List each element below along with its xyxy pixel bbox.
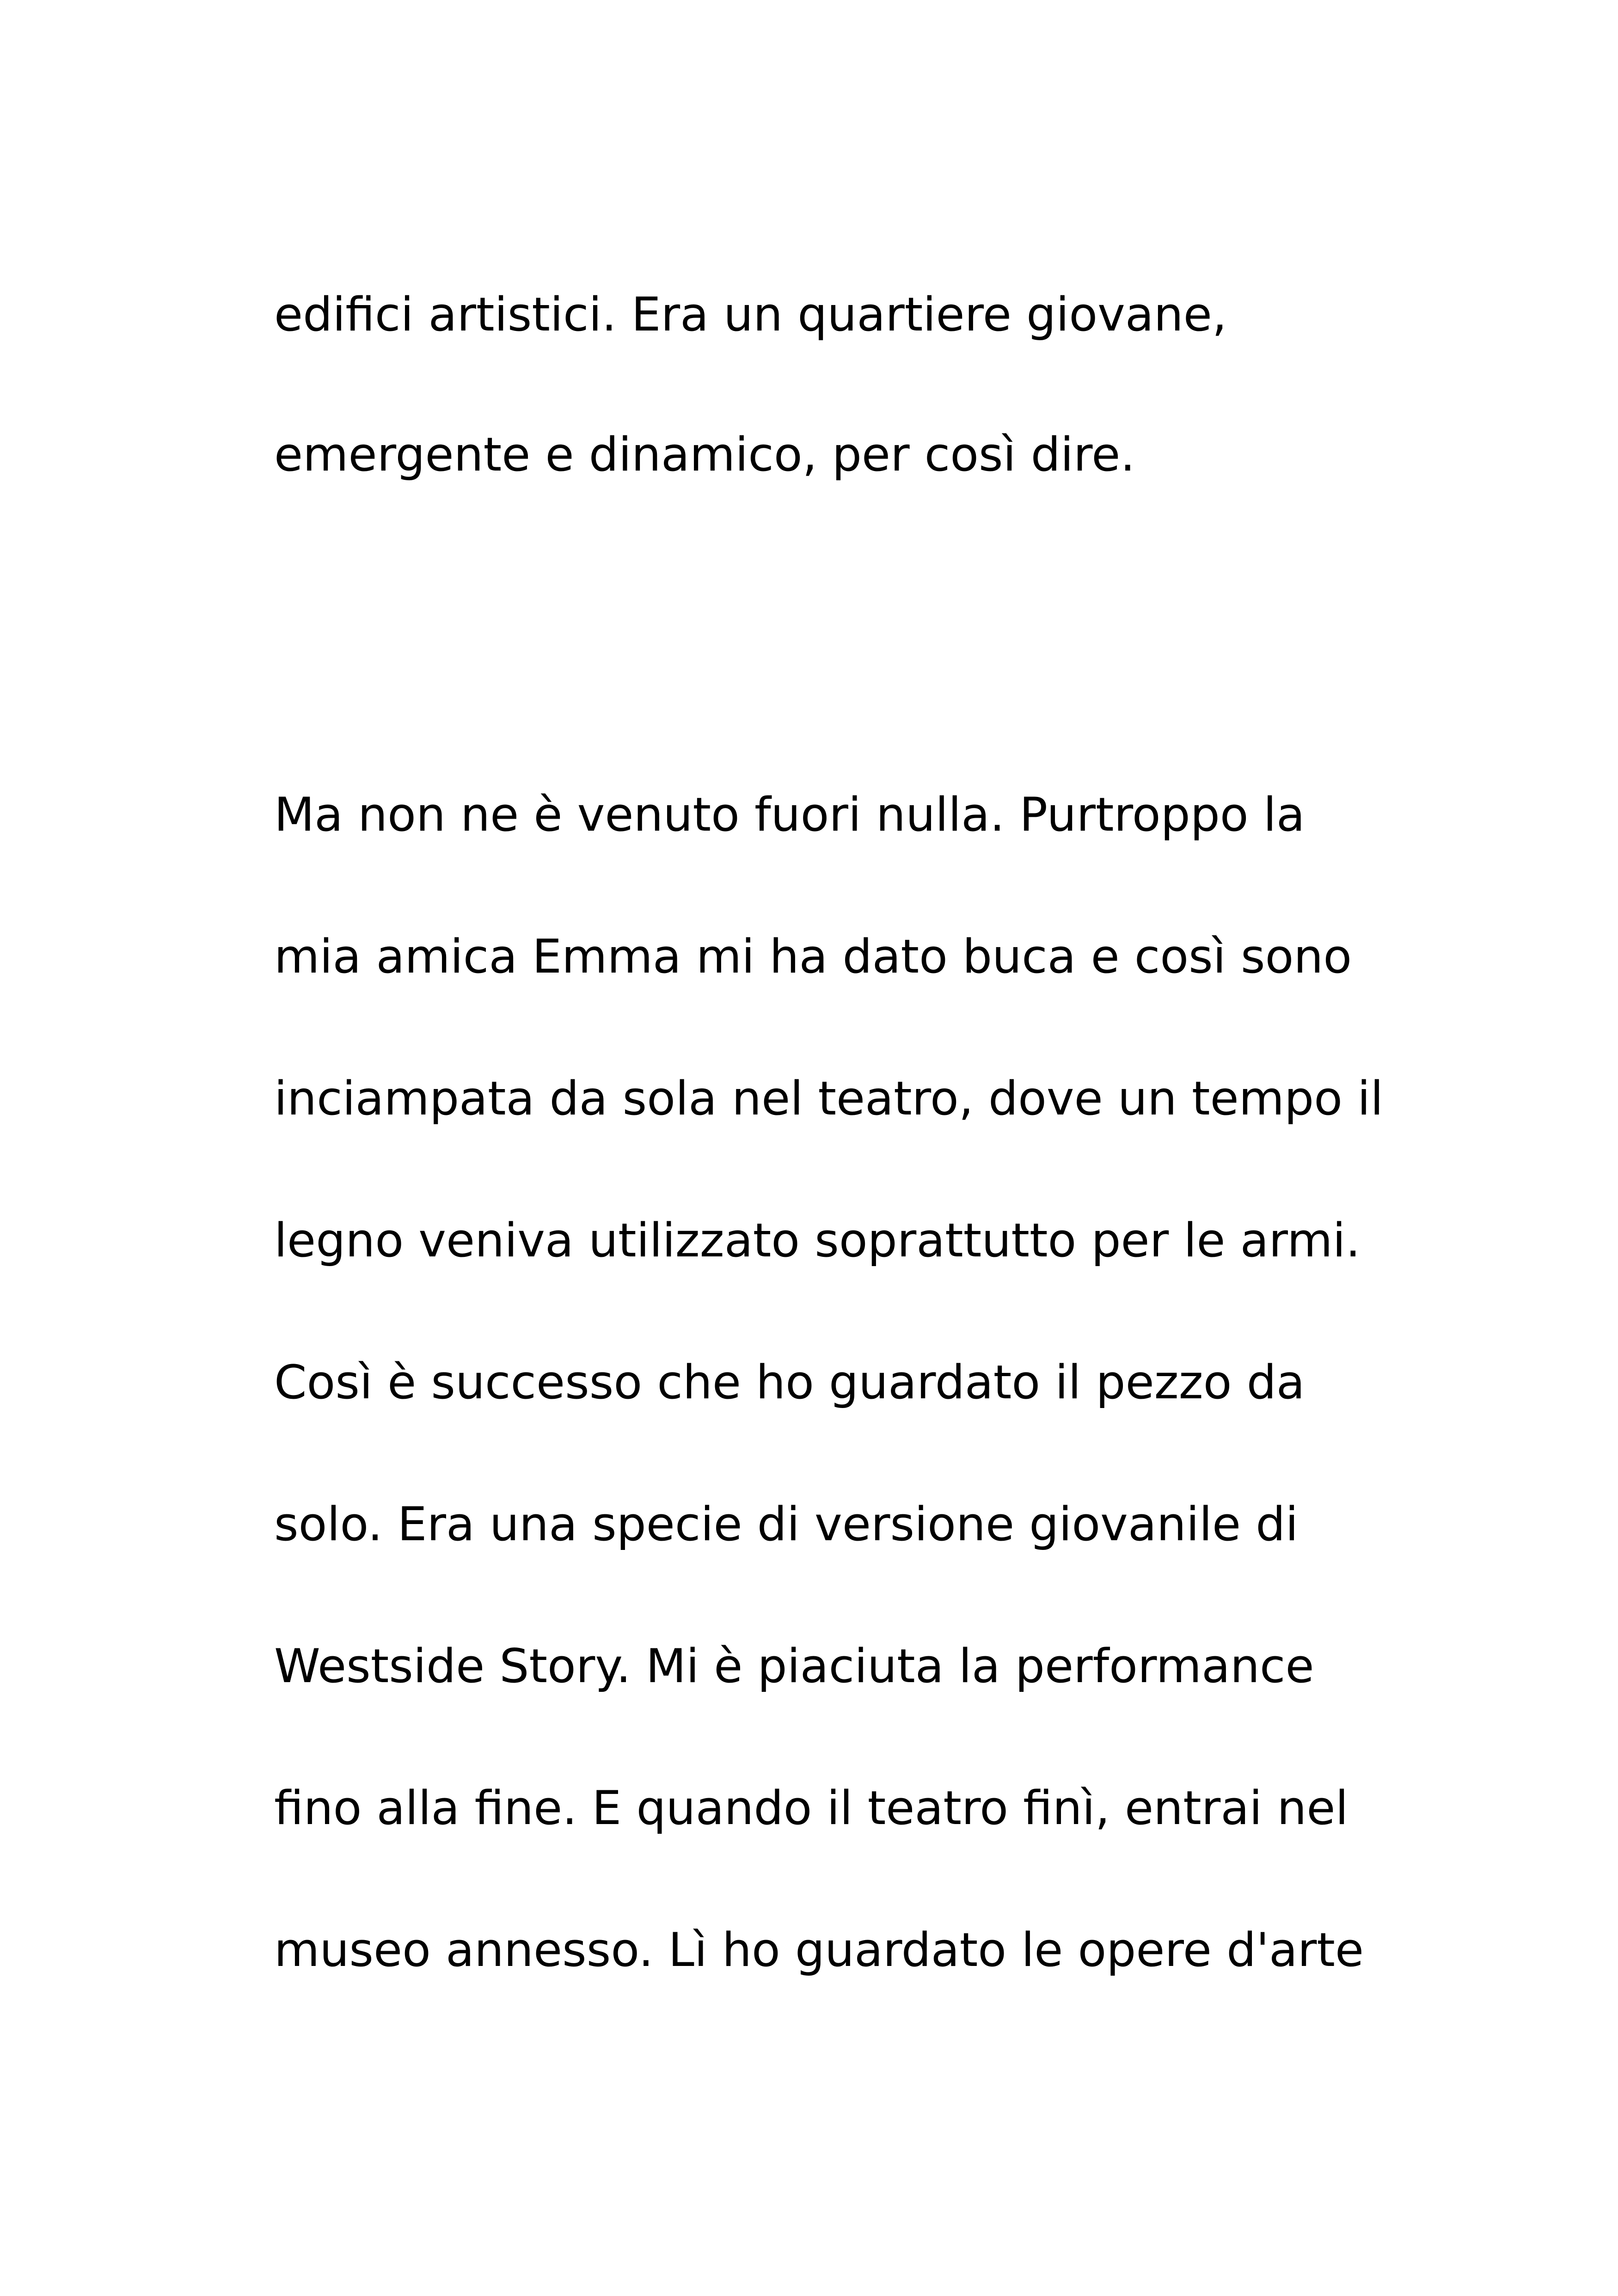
text-line: museo annesso. Lì ho guardato le opere d'arte	[274, 1923, 1364, 1977]
text-line: Così è successo che ho guardato il pezzo da	[274, 1355, 1305, 1409]
text-line: emergente e dinamico, per così dire.	[274, 427, 1135, 482]
text-line: solo. Era una specie di versione giovanile di	[274, 1497, 1299, 1551]
text-line: fino alla fine. E quando il teatro finì, entrai nel	[274, 1781, 1348, 1835]
text-line: edifici artistici. Era un quartiere giovane,	[274, 287, 1227, 342]
text-line: Westside Story. Mi è piaciuta la performance	[274, 1639, 1314, 1693]
text-line: Ma non ne è venuto fuori nulla. Purtroppo la	[274, 787, 1305, 842]
text-line: legno veniva utilizzato soprattutto per le armi.	[274, 1213, 1361, 1267]
text-line: mia amica Emma mi ha dato buca e così sono	[274, 929, 1352, 984]
text-line: inciampata da sola nel teatro, dove un tempo il	[274, 1071, 1384, 1126]
